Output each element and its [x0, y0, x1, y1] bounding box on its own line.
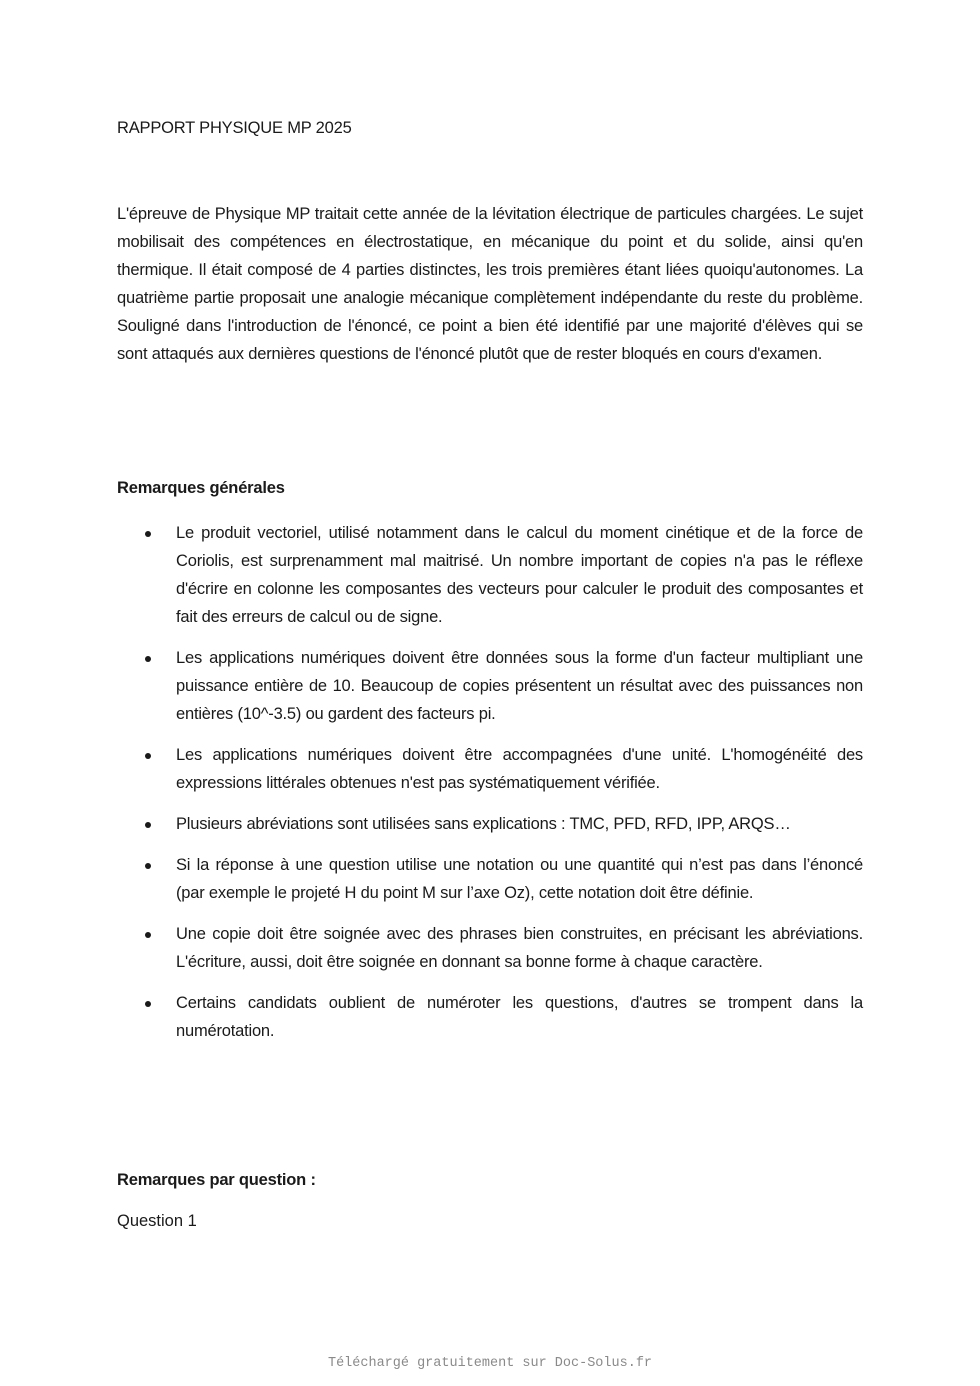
remark-item — [117, 989, 863, 1045]
general-remarks-heading: Remarques générales — [117, 479, 285, 497]
intro-paragraph: L'épreuve de Physique MP traitait cette année de la lévitation électrique de particules chargées. Le sujet mobilisait des compétences en électrostatique, en mécanique du point et du solide, ainsi qu'en thermique. Il était composé de 4 parties distinctes, les trois premières étant liées quoiqu'autonomes. La quatrième partie proposait une analogie mécanique complètement indépendante du reste du problème. Souligné dans l'introduction de l'énoncé, ce point a bien été identifié par une majorité d'élèves qui se sont attaqués aux dernières questions de l'énoncé plutôt que de rester bloqués en cours d'examen. — [117, 205, 863, 363]
remark-item — [117, 741, 863, 797]
general-remarks-list — [117, 519, 863, 1058]
remark-item — [117, 920, 863, 976]
remark-text: Les applications numériques doivent être accompagnées d'une unité. L'homogénéité des expressions littérales obtenues n'est pas systématiquement vérifiée. — [176, 746, 863, 792]
remark-text: Si la réponse à une question utilise une notation ou une quantité qui n’est pas dans l’énoncé (par exemple le projeté H du point M sur l’axe Oz), cette notation doit être définie. — [176, 856, 863, 902]
question-remarks-heading: Remarques par question : — [117, 1171, 316, 1189]
bullet-icon — [145, 531, 151, 537]
bullet-icon — [145, 753, 151, 759]
remark-item — [117, 519, 863, 631]
document-title: RAPPORT PHYSIQUE MP 2025 — [117, 119, 352, 137]
remark-item — [117, 810, 863, 838]
remark-item — [117, 851, 863, 907]
bullet-icon — [145, 932, 151, 938]
bullet-icon — [145, 1001, 151, 1007]
bullet-icon — [145, 822, 151, 828]
remark-text: Une copie doit être soignée avec des phrases bien construites, en précisant les abréviations. L'écriture, aussi, doit être soignée en donnant sa bonne forme à chaque caractère. — [176, 925, 863, 971]
download-footer: Téléchargé gratuitement sur Doc-Solus.fr — [327, 1356, 653, 1371]
bullet-icon — [145, 656, 151, 662]
remark-text: Les applications numériques doivent être données sous la forme d'un facteur multipliant une puissance entière de 10. Beaucoup de copies présentent un résultat avec des puissances non entières (10^-3.5) ou gardent des facteurs pi. — [176, 649, 863, 723]
question-1-label: Question 1 — [117, 1212, 197, 1230]
remark-text: Plusieurs abréviations sont utilisées sans explications : TMC, PFD, RFD, IPP, ARQS… — [176, 815, 791, 833]
bullet-icon — [145, 863, 151, 869]
remark-text: Certains candidats oublient de numéroter les questions, d'autres se trompent dans la numérotation. — [176, 994, 863, 1040]
remark-text: Le produit vectoriel, utilisé notamment dans le calcul du moment cinétique et de la force de Coriolis, est surprenamment mal maitrisé. Un nombre important de copies n'a pas le réflexe d'écrire en colonne les composantes des vecteurs pour calculer le produit des composantes et fait des erreurs de calcul ou de signe. — [176, 524, 863, 626]
remark-item — [117, 644, 863, 728]
